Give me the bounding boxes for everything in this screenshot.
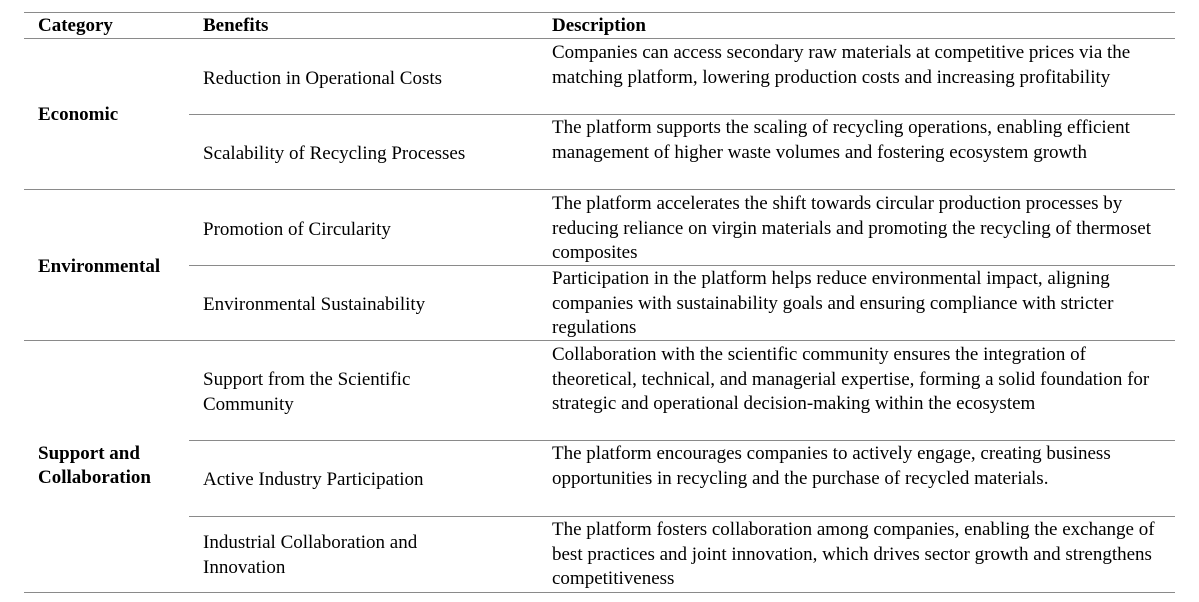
- header-divider: [24, 38, 1175, 39]
- row-divider: [189, 265, 1175, 266]
- description-active-industry-participation: The platform encourages companies to actively engage, creating business opportunities in recycling and the purchase of recycled materials.: [552, 443, 1111, 489]
- benefit-active-industry-participation: Active Industry Participation: [203, 469, 424, 490]
- header-description: Description: [552, 15, 646, 36]
- header-category: Category: [38, 15, 113, 36]
- description-reduction-operational-costs: Companies can access secondary raw materials at competitive prices via the matching platform, lowering production costs and increasing profitability: [552, 42, 1131, 88]
- row-divider: [189, 440, 1175, 441]
- description-industrial-collaboration: The platform fosters collaboration among companies, enabling the exchange of best practices and joint innovation, which drives sector growth and strengthens competitiveness: [552, 519, 1155, 589]
- benefit-scientific-community: Support from the Scientific Community: [203, 369, 411, 415]
- category-support-collaboration: Support and Collaboration: [38, 443, 151, 488]
- description-scientific-community: Collaboration with the scientific community ensures the integration of theoretical, technical, and managerial expertise, forming a solid foundation for strategic and operational decision-making within the ecosystem: [552, 344, 1150, 414]
- description-promotion-circularity: The platform accelerates the shift towards circular production processes by reducing reliance on virgin materials and promoting the recycling of thermoset composites: [552, 193, 1152, 263]
- group-divider: [24, 340, 1175, 341]
- category-economic: Economic: [38, 104, 119, 125]
- benefits-table: [24, 12, 1175, 593]
- benefit-reduction-operational-costs: Reduction in Operational Costs: [203, 68, 443, 89]
- row-divider: [189, 114, 1175, 115]
- benefit-scalability-recycling: Scalability of Recycling Processes: [203, 143, 466, 164]
- category-environmental: Environmental: [38, 256, 161, 277]
- header-benefits: Benefits: [203, 15, 269, 36]
- benefit-industrial-collaboration: Industrial Collaboration and Innovation: [203, 532, 418, 578]
- benefit-promotion-circularity: Promotion of Circularity: [203, 219, 391, 240]
- description-scalability-recycling: The platform supports the scaling of recycling operations, enabling efficient management of higher waste volumes and fostering ecosystem growth: [552, 117, 1130, 163]
- description-environmental-sustainability: Participation in the platform helps reduce environmental impact, aligning companies with sustainability goals and ensuring compliance with stricter regulations: [552, 268, 1114, 338]
- row-divider: [189, 516, 1175, 517]
- group-divider: [24, 189, 1175, 190]
- benefit-environmental-sustainability: Environmental Sustainability: [203, 294, 426, 315]
